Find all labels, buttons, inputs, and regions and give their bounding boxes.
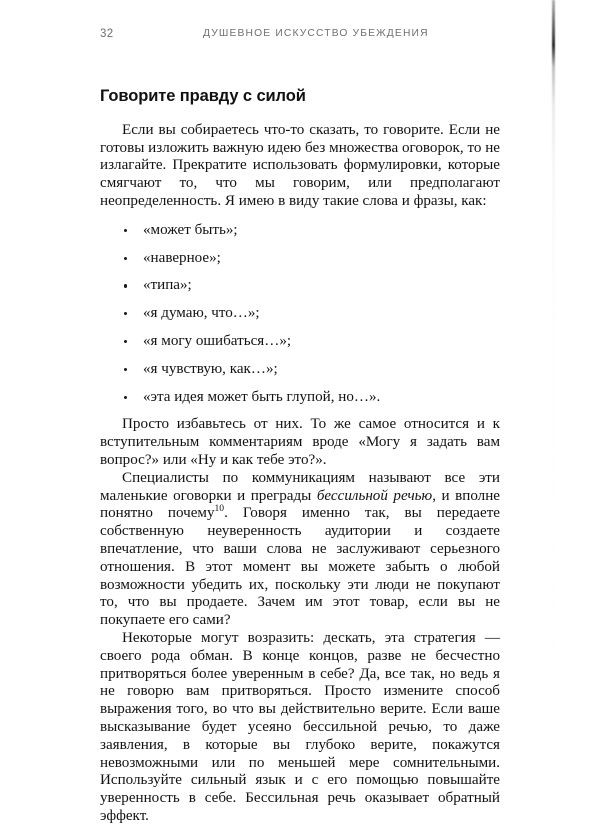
list-item-label: «эта идея может быть глупой, но…». (143, 388, 381, 405)
paragraph-after-list: Просто избавьтесь от них. То же самое относится и к вступительным комментариям вроде «Могу я задать вам вопрос?» или «Ну и как тебе это?». (100, 416, 500, 468)
specialists-text-part1: Специалисты по коммуникациям называют все эти маленькие оговорки и преграды (100, 469, 500, 504)
list-item (100, 250, 500, 268)
footnote-marker: 10 (214, 503, 225, 515)
list-item (100, 277, 500, 295)
bullet-icon (124, 368, 127, 371)
bullet-icon (124, 340, 127, 343)
list-item-label: «может быть»; (143, 221, 238, 238)
list-item-label: «я могу ошибаться…»; (143, 332, 292, 349)
bullet-icon (124, 312, 127, 315)
running-title: ДУШЕВНОЕ ИСКУССТВО УБЕЖДЕНИЯ (203, 28, 429, 39)
paragraph-intro: Если вы собираетесь что-то сказать, то говорите. Если не готовы изложить важную идею без множества оговорок, то не излагайте. Прекратите использовать формулировки, которые смягчают то, что мы говорим, или предполагают неопределенность. Я имею в виду такие слова и фразы, как: (100, 121, 500, 209)
list-item-label: «я думаю, что…»; (143, 305, 260, 322)
running-header (100, 28, 500, 58)
list-item-label: «я чувствую, как…»; (143, 360, 278, 377)
filler-phrases-list (100, 222, 500, 407)
emphasis-powerless-speech: бессильной речью (316, 487, 433, 504)
specialists-text-part3: . Говоря именно так, вы передаете собственную неуверенность аудитории и создаете впечатление, что ваши слова не заслуживают серьезного отношения. В этот момент вы можете забыть о любой возможности убедить их, поскольку эти люди не покупают то, что вы продаете. Зачем им этот товар, если вы не покупаете его сами? (100, 505, 500, 629)
page-gutter-shadow (552, 0, 555, 750)
page-number: 32 (100, 28, 114, 40)
specialists-text-part2: , и вполне понятно почему (100, 487, 500, 522)
bullet-icon (124, 284, 127, 287)
list-item (100, 333, 500, 351)
bullet-icon (124, 396, 127, 399)
section-heading: Говорите правду с силой (100, 87, 306, 105)
bullet-icon (124, 229, 127, 232)
paragraph-objection: Некоторые могут возразить: дескать, эта стратегия — своего рода обман. В конце концов, разве не бесчестно притворяться более уверенным в себе? Да, все так, но ведь я не говорю вам притворяться. Просто измените способ выражения того, во что вы действительно верите. Если ваше высказывание будет усеяно бессильной речью, то даже заявления, в которые вы глубоко верите, покажутся невозможными или по меньшей мере сомнительными. Используйте сильный язык и с его помощью повышайте уверенность в себе. Бессильная речь оказывает обратный эффект. (100, 629, 500, 824)
list-item (100, 361, 500, 379)
page-content (100, 0, 500, 826)
list-item (100, 305, 500, 323)
list-item-label: «типа»; (143, 277, 192, 294)
list-item (100, 389, 500, 407)
list-item-label: «наверное»; (143, 249, 221, 266)
bullet-icon (124, 257, 127, 260)
paragraph-specialists (100, 470, 500, 630)
list-item (100, 222, 500, 240)
